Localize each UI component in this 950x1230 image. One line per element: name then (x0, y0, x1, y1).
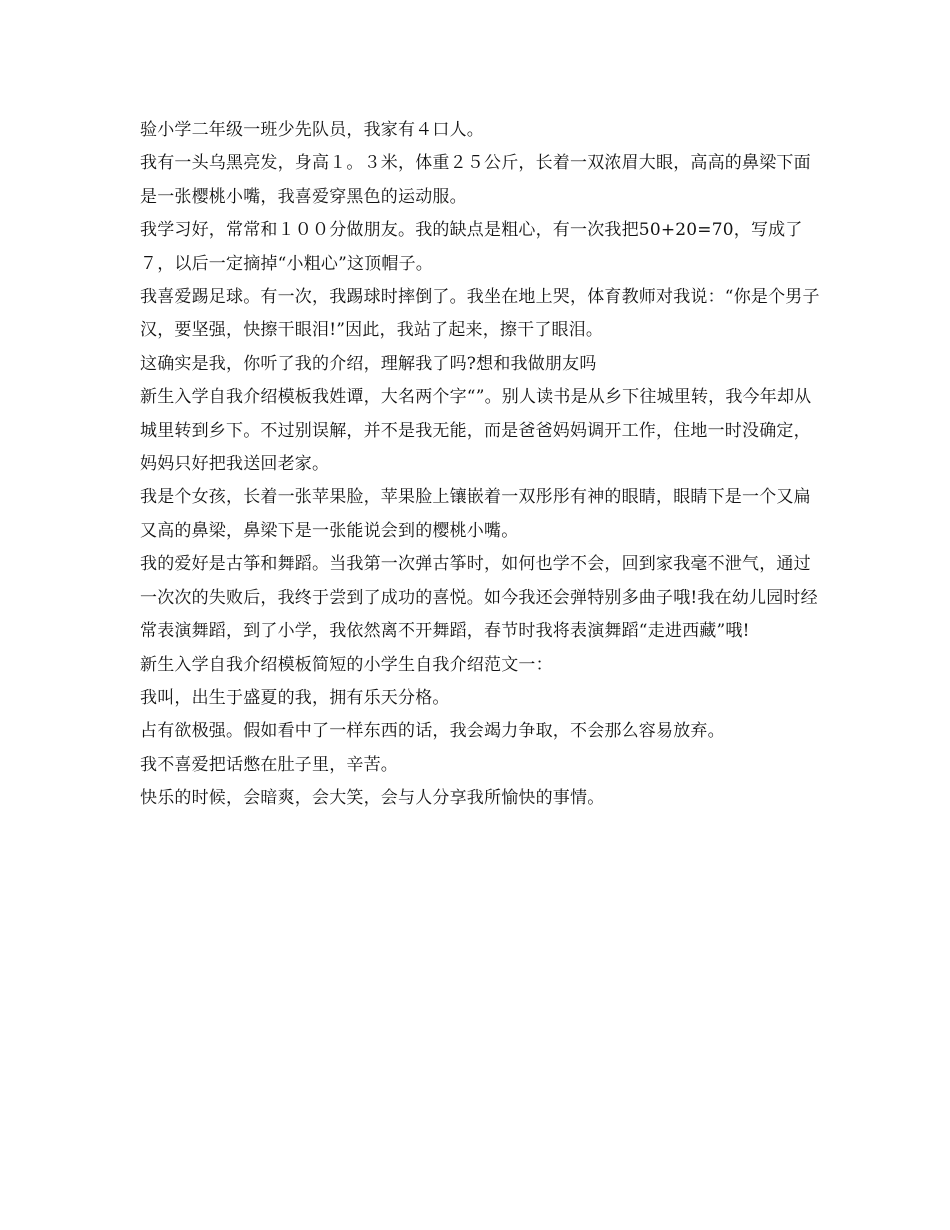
paragraph: 我喜爱踢足球。有一次，我踢球时摔倒了。我坐在地上哭，体育教师对我说：“你是个男子汉，要坚强，快擦干眼泪!”因此，我站了起来，擦干了眼泪。 (140, 287, 820, 341)
document-body (140, 114, 820, 816)
paragraph: 我叫，出生于盛夏的我，拥有乐天分格。 (140, 687, 450, 708)
paragraph: 我学习好，常常和１００分做朋友。我的缺点是粗心，有一次我把50+20=70，写成了７，以后一定摘掉“小粗心”这顶帽子。 (140, 220, 803, 274)
paragraph: 新生入学自我介绍模板简短的小学生自我介绍范文一： (140, 654, 553, 675)
paragraph: 我有一头乌黑亮发，身高１。３米，体重２５公斤，长着一双浓眉大眼，高高的鼻梁下面是一张樱桃小嘴，我喜爱穿黑色的运动服。 (140, 153, 811, 207)
paragraph: 验小学二年级一班少先队员，我家有４口人。 (140, 120, 484, 140)
paragraph: 占有欲极强。假如看中了一样东西的话，我会竭力争取，不会那么容易放弃。 (140, 721, 725, 742)
paragraph: 新生入学自我介绍模板我姓谭，大名两个字“”。别人读书是从乡下往城里转，我今年却从城里转到乡下。不过别误解，并不是我无能，而是爸爸妈妈调开工作，住地一时没确定，妈妈只好把我送回老家。 (140, 387, 812, 475)
paragraph: 快乐的时候，会暗爽，会大笑，会与人分享我所愉快的事情。 (140, 788, 605, 809)
paragraph: 我不喜爱把话憋在肚子里，辛苦。 (140, 754, 398, 775)
paragraph: 我是个女孩，长着一张苹果脸，苹果脸上镶嵌着一双彤彤有神的眼睛，眼睛下是一个又扁又高的鼻梁，鼻梁下是一张能说会到的樱桃小嘴。 (140, 487, 811, 541)
paragraph: 我的爱好是古筝和舞蹈。当我第一次弹古筝时，如何也学不会，回到家我毫不泄气，通过一次次的失败后，我终于尝到了成功的喜悦。如今我还会弹特别多曲子哦!我在幼儿园时经常表演舞蹈，到了小学，我依然离不开舞蹈，春节时我将表演舞蹈“走进西藏”哦! (140, 554, 818, 642)
paragraph: 这确实是我，你听了我的介绍，理解我了吗?想和我做朋友吗 (140, 353, 597, 374)
